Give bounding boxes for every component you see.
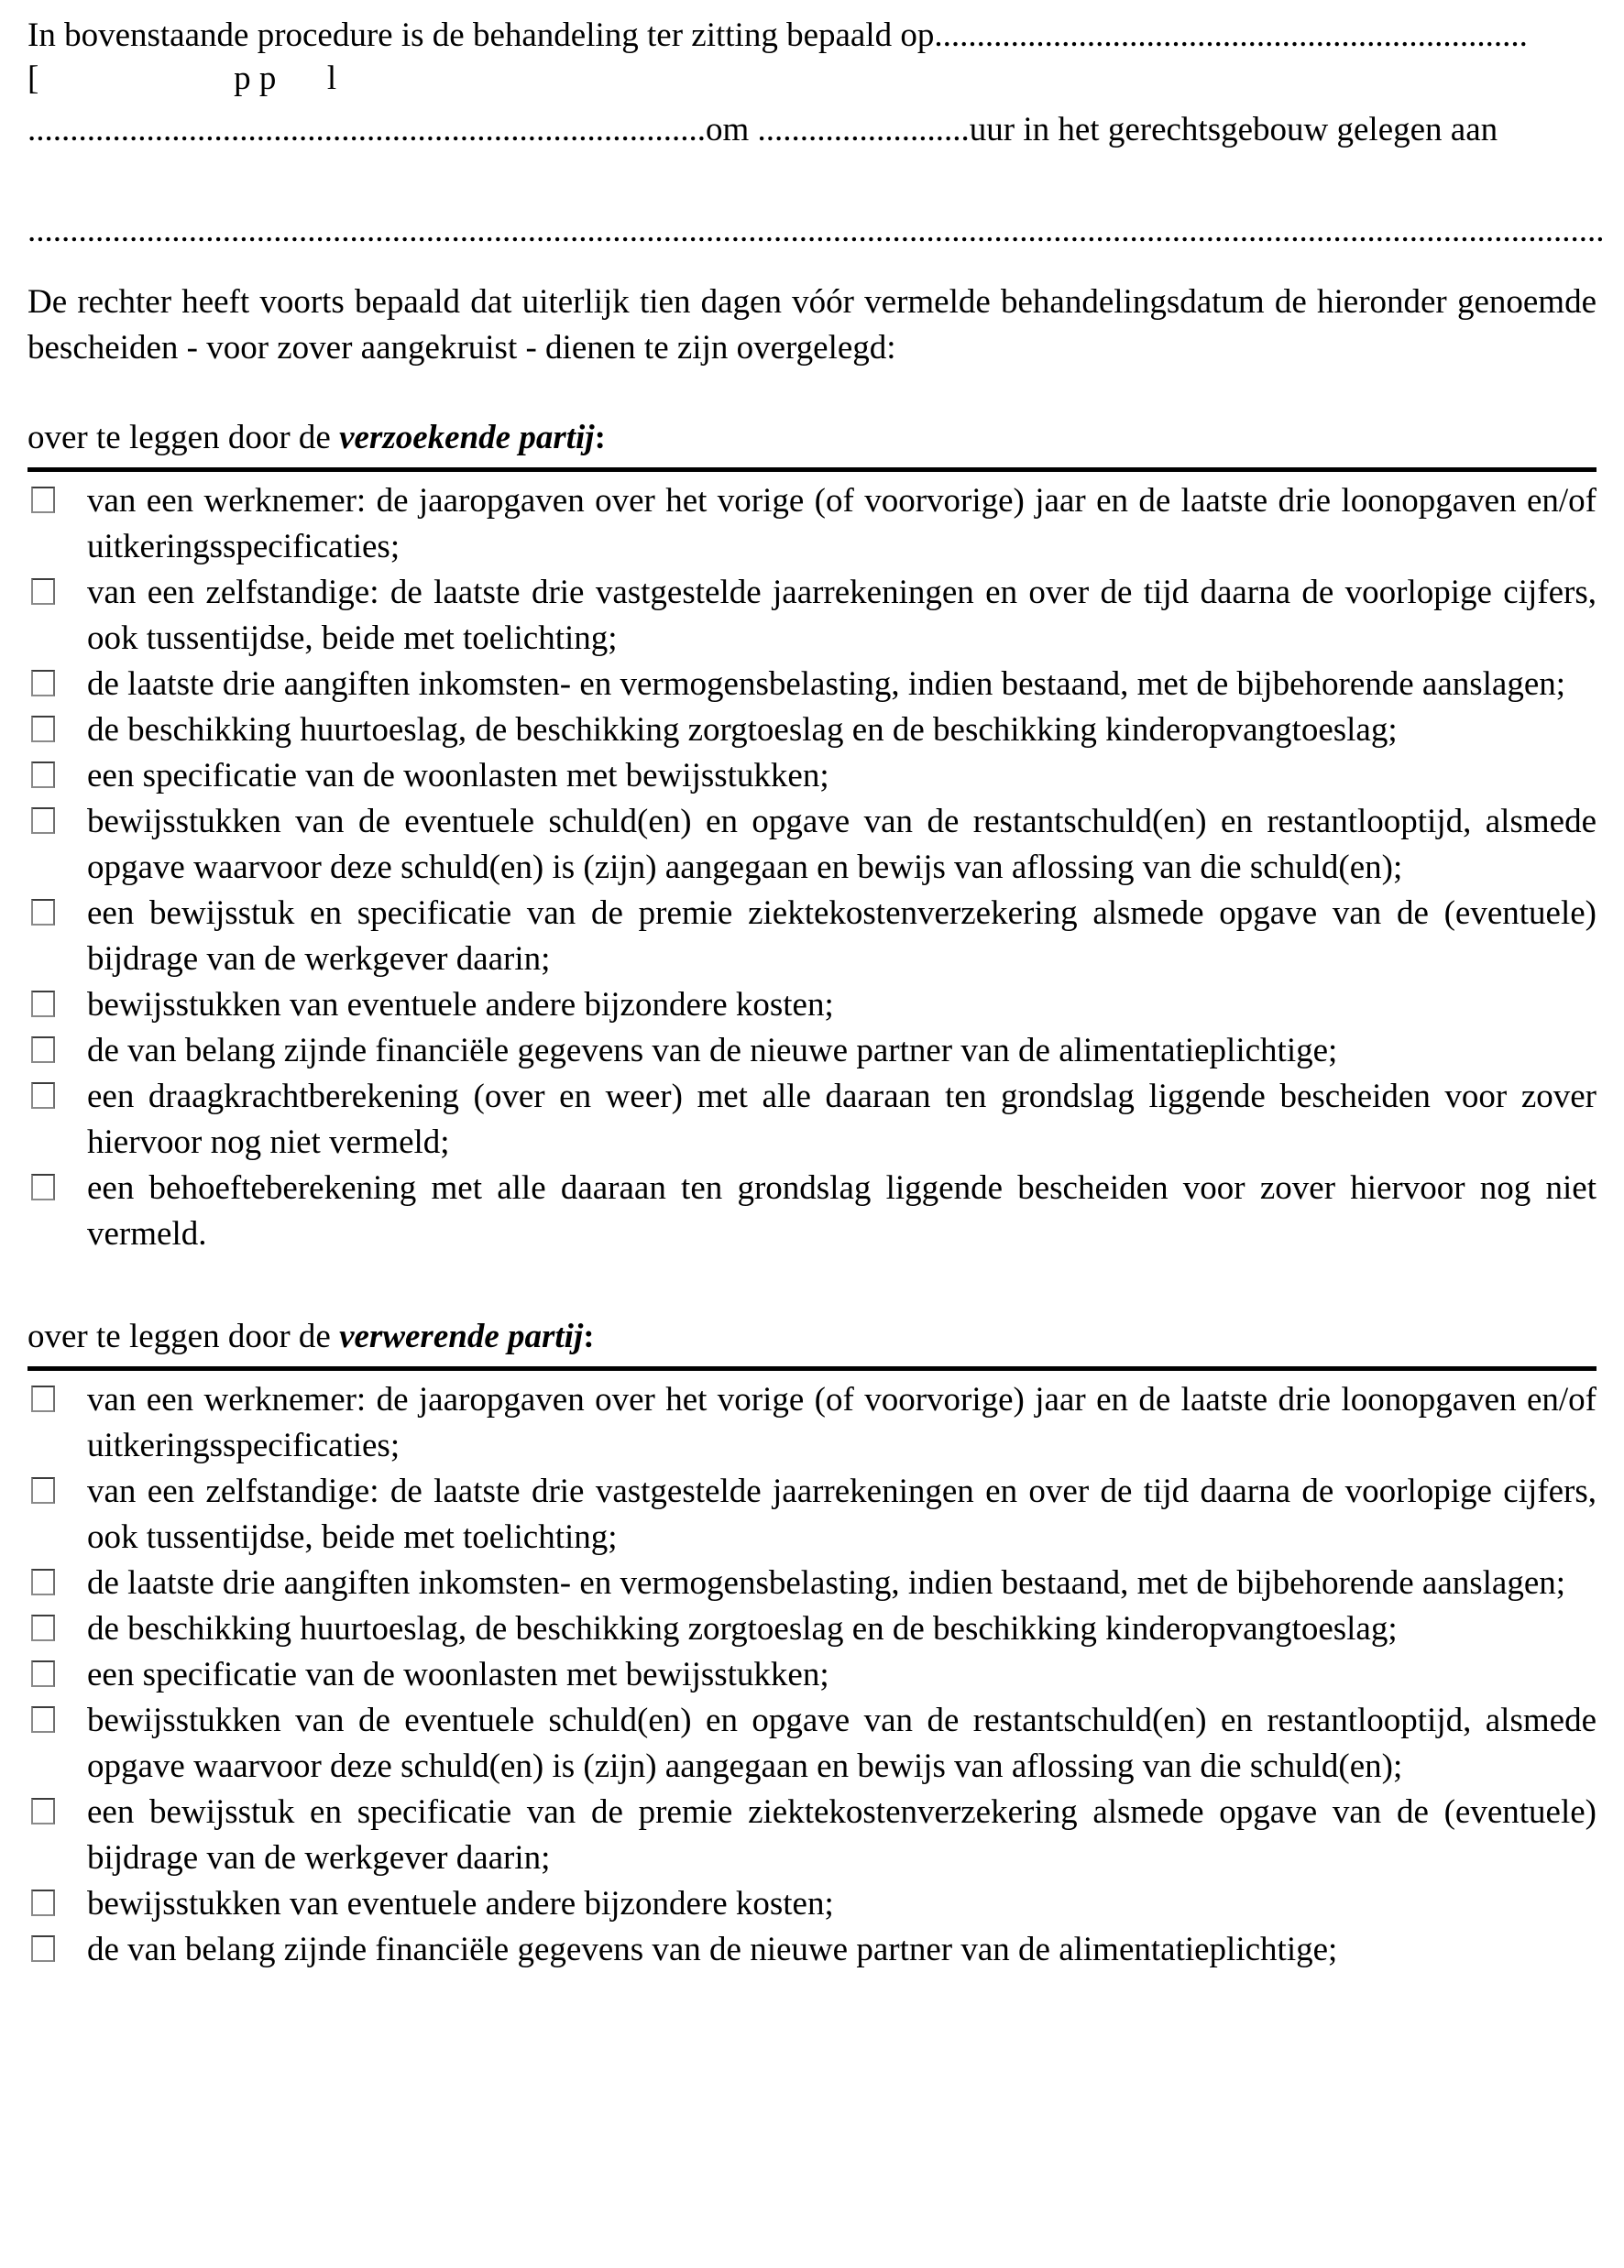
checklist-verzoekende-partij: [27, 478, 1597, 1257]
checklist-item: [27, 1652, 1597, 1698]
intro-line-hearing-date: In bovenstaande procedure is de behandeling ter zitting bepaald op......................................................................: [27, 16, 1528, 54]
checklist-item-text: de laatste drie aangiften inkomsten- en vermogensbelasting, indien bestaand, met de bijbehorende aanslagen;: [87, 665, 1566, 703]
checkbox[interactable]: [31, 899, 55, 926]
checkbox[interactable]: [31, 991, 55, 1017]
checkbox[interactable]: [31, 761, 55, 788]
checkbox[interactable]: [31, 1660, 55, 1687]
checkbox[interactable]: [31, 1935, 55, 1962]
checklist-item: [27, 707, 1597, 753]
intro-courthouse-label: uur in het gerechtsgebouw gelegen aan: [969, 111, 1498, 148]
checklist-item: [27, 570, 1597, 662]
checklist-item: [27, 478, 1597, 570]
checklist-item-text: een behoefteberekening met alle daaraan ten grondslag liggende bescheiden voor zover hiervoor nog niet vermeld.: [87, 1169, 1597, 1253]
heading-colon: :: [583, 1318, 595, 1355]
checklist-item-text: een bewijsstuk en specificatie van de premie ziektekostenverzekering alsmede opgave van de (eventuele) bijdrage van de werkgever daarin;: [87, 894, 1597, 978]
checklist-item: [27, 662, 1597, 707]
checkbox[interactable]: [31, 1477, 55, 1504]
checklist-item-text: de van belang zijnde financiële gegevens van de nieuwe partner van de alimentatieplichtige;: [87, 1931, 1338, 1968]
heading-party-name: verzoekende partij: [339, 419, 595, 456]
checklist-item-text: van een werknemer: de jaaropgaven over het vorige (of voorvorige) jaar en de laatste drie loonopgaven en/of uitkeringsspecificaties;: [87, 482, 1597, 565]
checkbox[interactable]: [31, 1798, 55, 1824]
blank-dots-time: .........................: [757, 111, 970, 148]
blank-dots-date: ................................................................................: [27, 111, 706, 148]
checklist-item-text: een bewijsstuk en specificatie van de premie ziektekostenverzekering alsmede opgave van de (eventuele) bijdrage van de werkgever daarin;: [87, 1793, 1597, 1877]
checklist-item: [27, 1028, 1597, 1074]
checklist-item-text: bewijsstukken van eventuele andere bijzondere kosten;: [87, 1885, 834, 1923]
checklist-item-text: bewijsstukken van de eventuele schuld(en) en opgave van de restantschuld(en) en restantlooptijd, alsmede opgave waarvoor deze schuld(en) is (zijn) aangegaan en bewijs van aflossing van die schuld(en);: [87, 1702, 1597, 1785]
checklist-item: [27, 1881, 1597, 1927]
checklist-item: [27, 891, 1597, 982]
checklist-item-text: bewijsstukken van de eventuele schuld(en) en opgave van de restantschuld(en) en restantlooptijd, alsmede opgave waarvoor deze schuld(en) is (zijn) aangegaan en bewijs van aflossing van die schuld(en);: [87, 803, 1597, 886]
top-cropped-line: [ p p l: [27, 60, 337, 97]
checklist-item-text: van een werknemer: de jaaropgaven over het vorige (of voorvorige) jaar en de laatste drie loonopgaven en/of uitkeringsspecificaties;: [87, 1381, 1597, 1464]
section-heading-verzoekende-partij: [27, 415, 1597, 461]
intro-paragraph: De rechter heeft voorts bepaald dat uiterlijk tien dagen vóór vermelde behandelingsdatum de hieronder genoemde bescheiden - voor zover aangekruist - dienen te zijn overgelegd:: [27, 283, 1597, 367]
checkbox[interactable]: [31, 1569, 55, 1595]
checklist-item-text: de laatste drie aangiften inkomsten- en vermogensbelasting, indien bestaand, met de bijbehorende aanslagen;: [87, 1564, 1566, 1602]
checklist-item: [27, 799, 1597, 891]
checklist-verwerende-partij: [27, 1377, 1597, 1973]
checklist-item-text: van een zelfstandige: de laatste drie vastgestelde jaarrekeningen en over de tijd daarna de voorlopige cijfers, ook tussentijdse, beide met toelichting;: [87, 1473, 1597, 1556]
checklist-item: [27, 753, 1597, 799]
checklist-item: [27, 1377, 1597, 1469]
checklist-item: [27, 1469, 1597, 1561]
intro-om-label: om: [706, 111, 758, 148]
checklist-item: [27, 1927, 1597, 1973]
checkbox[interactable]: [31, 578, 55, 605]
checklist-item-text: de van belang zijnde financiële gegevens van de nieuwe partner van de alimentatieplichtige;: [87, 1032, 1338, 1069]
checklist-item-text: van een zelfstandige: de laatste drie vastgestelde jaarrekeningen en over de tijd daarna de voorlopige cijfers, ook tussentijdse, beide met toelichting;: [87, 574, 1597, 657]
checkbox[interactable]: [31, 670, 55, 696]
checklist-item-text: de beschikking huurtoeslag, de beschikking zorgtoeslag en de beschikking kinderopvangtoeslag;: [87, 711, 1398, 749]
checklist-item: [27, 1166, 1597, 1257]
checklist-item-text: een specificatie van de woonlasten met bewijsstukken;: [87, 757, 829, 794]
checklist-item-text: de beschikking huurtoeslag, de beschikking zorgtoeslag en de beschikking kinderopvangtoeslag;: [87, 1610, 1398, 1648]
checkbox[interactable]: [31, 1036, 55, 1063]
checklist-item: [27, 1790, 1597, 1881]
checkbox[interactable]: [31, 1174, 55, 1200]
checkbox[interactable]: [31, 1706, 55, 1733]
checklist-item: [27, 1561, 1597, 1606]
checkbox[interactable]: [31, 487, 55, 513]
heading-colon: :: [594, 419, 606, 456]
heading-underline: [27, 1366, 1597, 1371]
checkbox[interactable]: [31, 1890, 55, 1916]
checklist-item: [27, 982, 1597, 1028]
heading-underline: [27, 467, 1597, 472]
heading-prefix: over te leggen door de: [27, 419, 340, 456]
heading-party-name: verwerende partij: [339, 1318, 584, 1355]
intro-line-address-blank: ..........................................................................................................................................................................................: [27, 212, 1605, 249]
section-heading-verwerende-partij: [27, 1314, 1597, 1360]
checklist-item-text: bewijsstukken van eventuele andere bijzondere kosten;: [87, 986, 834, 1024]
checkbox[interactable]: [31, 716, 55, 742]
checkbox[interactable]: [31, 1615, 55, 1641]
checkbox[interactable]: [31, 1082, 55, 1109]
intro-line-time-location: [27, 107, 1597, 153]
checklist-item: [27, 1606, 1597, 1652]
checkbox[interactable]: [31, 1386, 55, 1412]
checkbox[interactable]: [31, 807, 55, 834]
checklist-item: [27, 1074, 1597, 1166]
checklist-item: [27, 1698, 1597, 1790]
heading-prefix: over te leggen door de: [27, 1318, 340, 1355]
checklist-item-text: een draagkrachtberekening (over en weer) met alle daaraan ten grondslag liggende bescheiden voor zover hiervoor nog niet vermeld;: [87, 1078, 1597, 1161]
checklist-item-text: een specificatie van de woonlasten met bewijsstukken;: [87, 1656, 829, 1693]
